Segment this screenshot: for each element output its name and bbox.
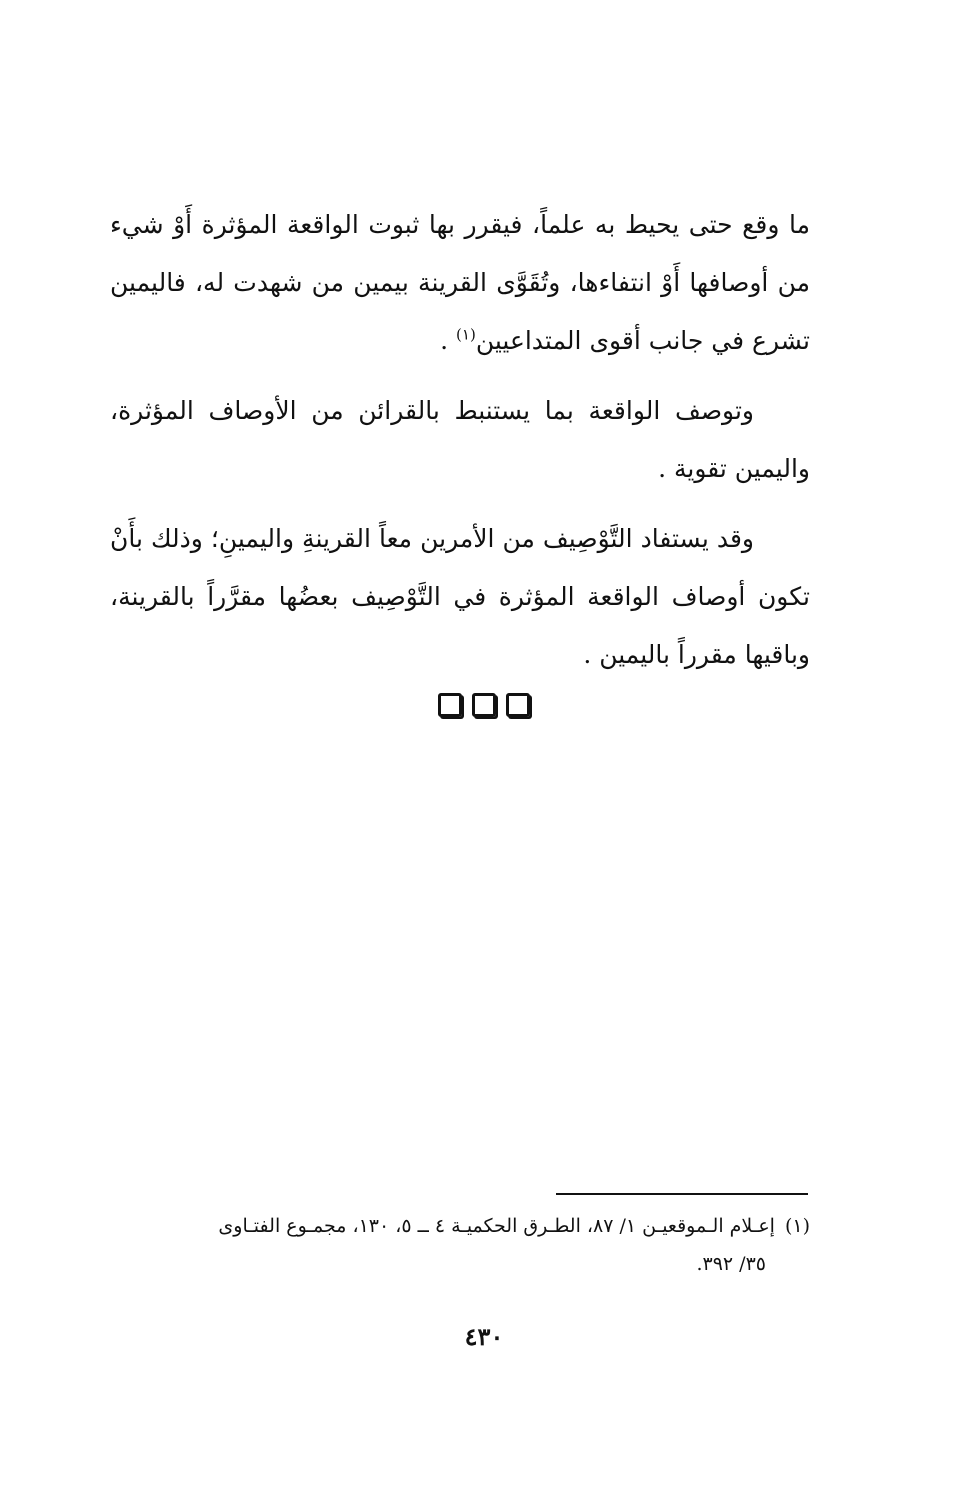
separator-box-icon [506, 693, 530, 717]
page-number: ٤٣٠ [464, 1322, 504, 1351]
footnote-divider [556, 1193, 808, 1195]
paragraph-1-tail: . [440, 326, 457, 355]
section-separator [0, 693, 968, 723]
paragraph-2 [110, 382, 810, 498]
footnote-reference[interactable]: (١) [456, 325, 476, 344]
footnote [105, 1207, 810, 1283]
footnote-number: (١) [784, 1215, 810, 1237]
main-text [110, 196, 810, 684]
paragraph-1 [110, 196, 810, 370]
separator-box-icon [438, 693, 462, 717]
footnote-text: إعـلام الـموقعيـن ١/ ٨٧، الطـرق الحكميـة ٤ ــ ٥، ١٣٠، مجمـوع الفتـاوى [218, 1215, 775, 1237]
paragraph-3 [110, 510, 810, 684]
separator-box-icon [472, 693, 496, 717]
footnote-continuation: ٣٥/ ٣٩٢. [696, 1253, 766, 1275]
paragraph-1-text: ما وقع حتى يحيط به علماً، فيقرر بها ثبوت الواقعة المؤثرة أَوْ شيء من أوصافها أَوْ انتفاءها، وتُقَوَّى القرينة بيمين من شهدت له، فاليمين تشرع في جانب أقوى المتداعيين [110, 210, 810, 355]
paragraph-2-text: وتوصف الواقعة بما يستنبط بالقرائن من الأوصاف المؤثرة، واليمين تقوية . [110, 396, 810, 483]
paragraph-3-text: وقد يستفاد التَّوْصِيف من الأمرين معاً القرينةِ واليمينِ؛ وذلك بأَنْ تكون أوصاف الواقعة المؤثرة في التَّوْصِيف بعضُها مقرَّراً بالقرينة، وباقيها مقرراً باليمين . [110, 524, 810, 669]
